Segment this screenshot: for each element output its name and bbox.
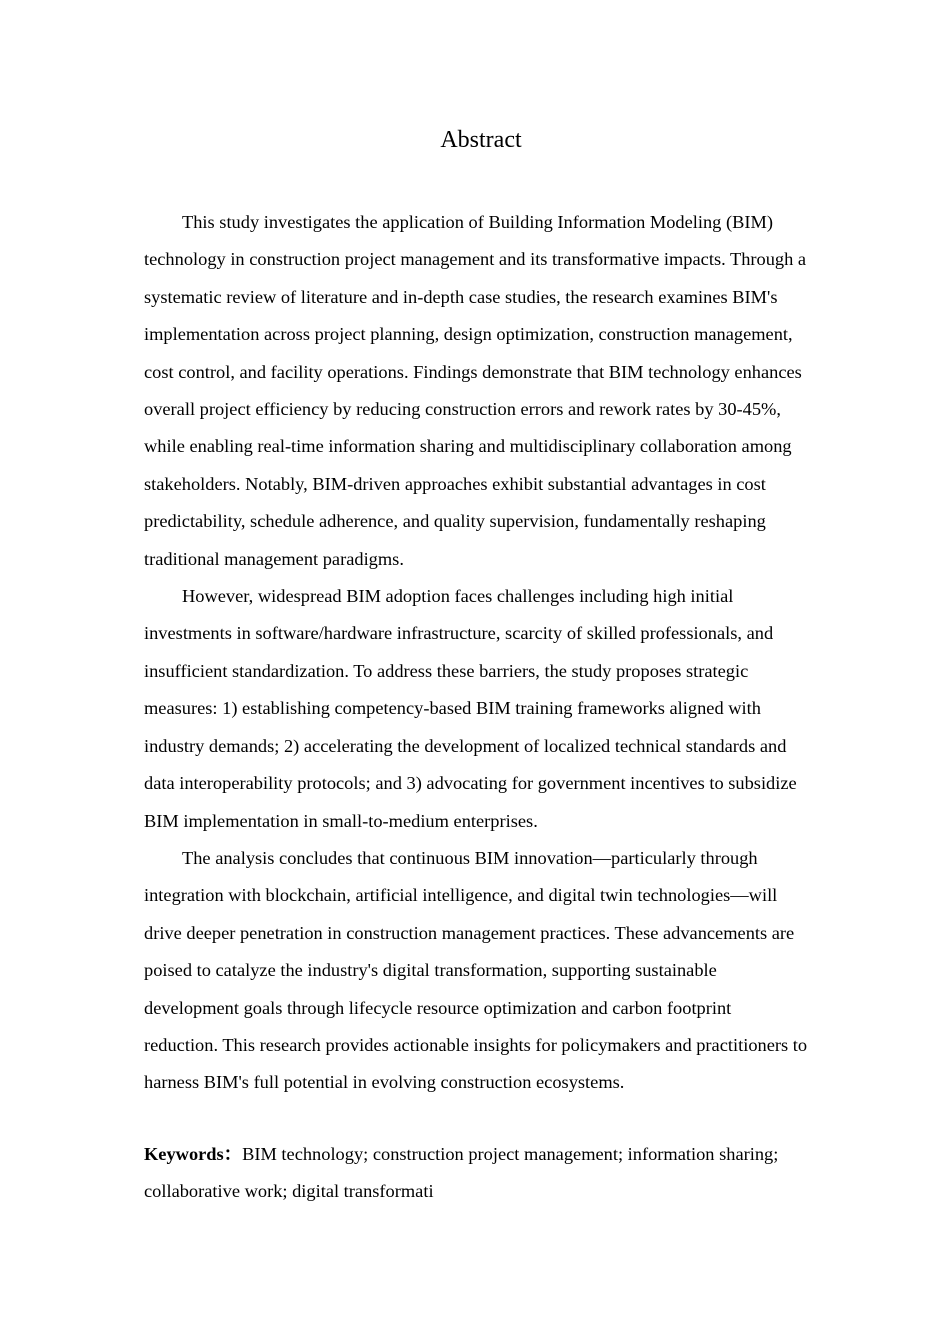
abstract-paragraph-1: This study investigates the application of Building Information Modeling (BIM) technology in construction project management and its transformative impacts. Through a systematic review of literature and in-depth case studies, the research examines BIM's implementation across project planning, design optimization, construction management, cost control, and facility operations. Findings demonstrate that BIM technology enhances overall project efficiency by reducing construction errors and rework rates by 30-45%, while enabling real-time information sharing and multidisciplinary collaboration among stakeholders. Notably, BIM-driven approaches exhibit substantial advantages in cost predictability, schedule adherence, and quality supervision, fundamentally reshaping traditional management paradigms. [144,212,807,569]
abstract-paragraph-3: The analysis concludes that continuous BIM innovation—particularly through integration with blockchain, artificial intelligence, and digital twin technologies—will drive deeper penetration in construction management practices. These advancements are poised to catalyze the industry's digital transformation, supporting sustainable development goals through lifecycle resource optimization and carbon footprint reduction. This research provides actionable insights for policymakers and practitioners to harness BIM's full potential in evolving construction ecosystems. [144,847,808,1093]
page-title: Abstract [440,127,522,153]
keywords-line [144,1136,812,1211]
abstract-paragraph-2: However, widespread BIM adoption faces challenges including high initial investments in software/hardware infrastructure, scarcity of skilled professionals, and insufficient standardization. To address these barriers, the study proposes strategic measures: 1) establishing competency-based BIM training frameworks aligned with industry demands; 2) accelerating the development of localized technical standards and data interoperability protocols; and 3) advocating for government incentives to subsidize BIM implementation in small-to-medium enterprises. [144,586,797,831]
keywords-text: BIM technology; construction project management; information sharing; collaborative work; digital transformati [144,1144,779,1202]
abstract-body [144,204,808,1102]
keywords-label: Keywords： [144,1144,243,1164]
